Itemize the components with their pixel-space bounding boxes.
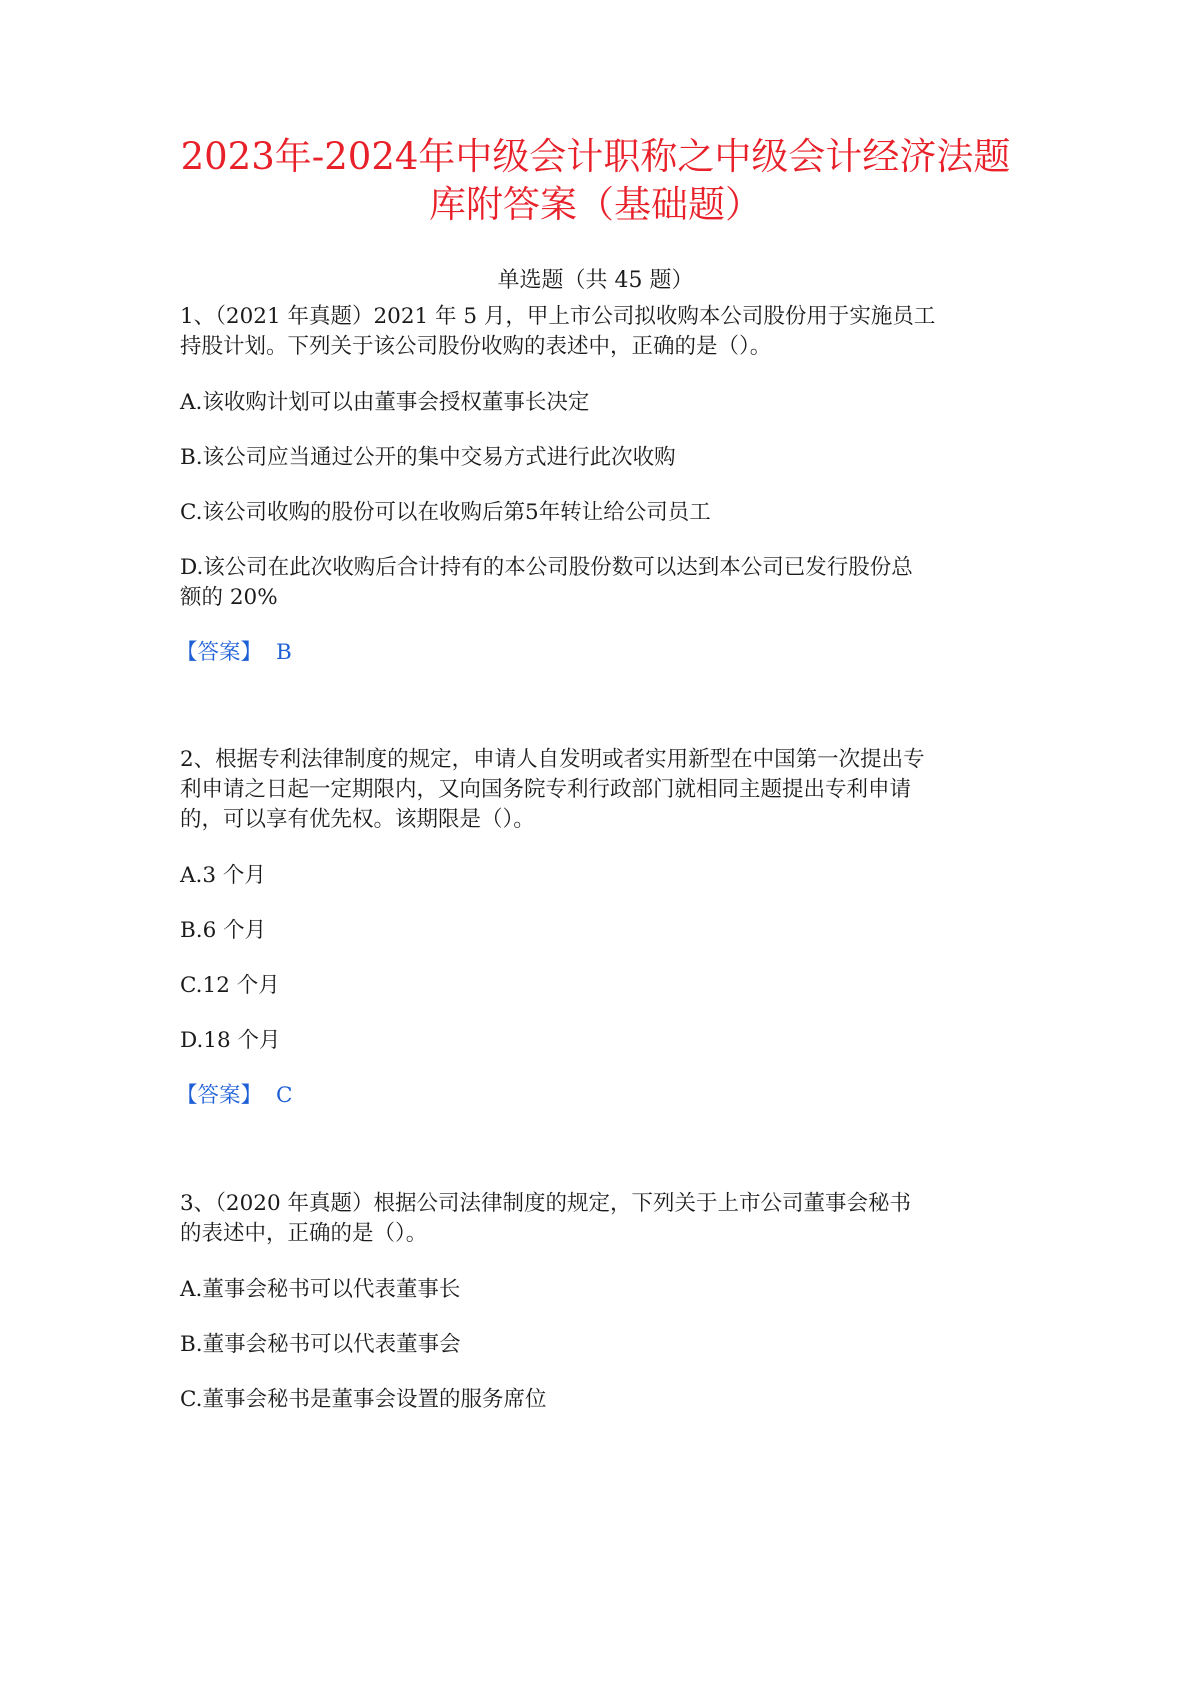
question-2-stem-line-1: 2、根据专利法律制度的规定，申请人自发明或者实用新型在中国第一次提出专 <box>180 747 925 772</box>
answer-value: C <box>276 1083 293 1108</box>
answer-tag: 【答案】 <box>176 640 263 665</box>
question-1-stem-line-1: 1、（2021 年真题）2021 年 5 月，甲上市公司拟收购本公司股份用于实施员工 <box>180 304 936 329</box>
question-2-stem-line-2: 利申请之日起一定期限内，又向国务院专利行政部门就相同主题提出专利申请 <box>180 777 912 802</box>
question-3-option-b: B.董事会秘书可以代表董事会 <box>180 1332 461 1357</box>
question-1-answer <box>176 638 292 668</box>
question-2-stem-line-3: 的，可以享有优先权。该期限是（）。 <box>180 807 535 832</box>
section-heading: 单选题（共 45 题） <box>497 268 694 293</box>
question-3-stem-line-2: 的表述中，正确的是（）。 <box>180 1221 428 1246</box>
question-1-option-a: A.该收购计划可以由董事会授权董事长决定 <box>180 390 590 415</box>
question-3-option-c: C.董事会秘书是董事会设置的服务席位 <box>180 1387 547 1412</box>
question-2-option-a: A.3 个月 <box>180 863 266 888</box>
document-title-line2: 库附答案（基础题） <box>429 183 762 226</box>
answer-tag: 【答案】 <box>176 1083 263 1108</box>
question-2-option-b: B.6 个月 <box>180 918 267 943</box>
question-1-option-b: B.该公司应当通过公开的集中交易方式进行此次收购 <box>180 445 676 470</box>
document-title-line1: 2023年-2024年中级会计职称之中级会计经济法题 <box>180 135 1011 178</box>
question-3-stem-line-1: 3、（2020 年真题）根据公司法律制度的规定，下列关于上市公司董事会秘书 <box>180 1191 911 1216</box>
question-1-option-c: C.该公司收购的股份可以在收购后第5年转让给公司员工 <box>180 500 711 525</box>
question-2-answer <box>176 1081 292 1111</box>
question-1-option-d-line-1: D.该公司在此次收购后合计持有的本公司股份数可以达到本公司已发行股份总 <box>180 555 913 580</box>
question-3-option-a: A.董事会秘书可以代表董事长 <box>180 1277 461 1302</box>
question-1-option-d-line-2: 额的 20% <box>180 585 278 610</box>
answer-value: B <box>276 640 292 665</box>
question-1-stem-line-2: 持股计划。下列关于该公司股份收购的表述中，正确的是（）。 <box>180 334 772 359</box>
question-2-option-c: C.12 个月 <box>180 973 280 998</box>
question-2-option-d: D.18 个月 <box>180 1028 281 1053</box>
